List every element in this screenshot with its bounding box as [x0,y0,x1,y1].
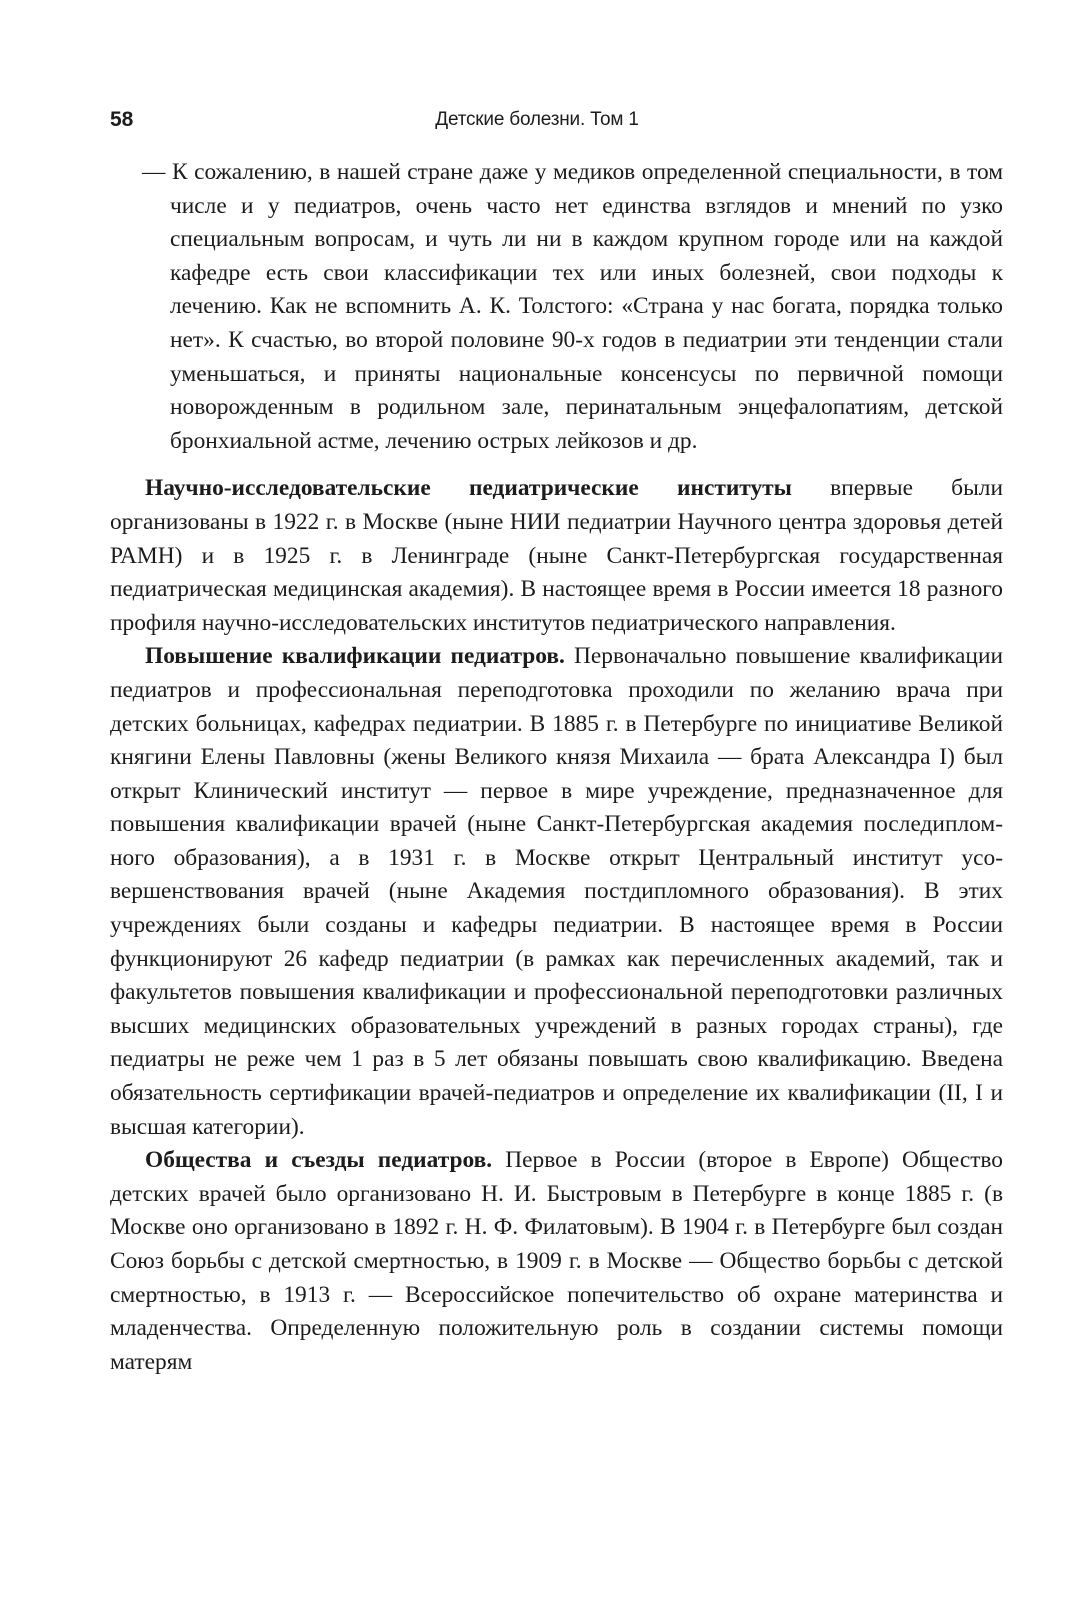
paragraph-text: Первоначально повышение квалификации педиатров и профессиональная переподготовка проходили по желанию врача при детских больницах, кафедрах педиатрии. В 1885 г. в Петербурге по инициативе Великой княгини Елены Павловны (жены Великого князя Михаила — брата Александра I) был открыт Клинический институт — первое в мире учреждение, предназначенное для повышения квалификации врачей (ныне Санкт-Петербургская академия последипломного образования), а в 1931 г. в Москве открыт Центральный институт усовершенствования врачей (ныне Академия постдипломного образования). В этих учреждениях были созданы и кафедры педиатрии. В настоящее время в России функционируют 26 кафедр педиатрии (в рамках как перечисленных академий, так и факультетов повышения квалификации и профессиональной переподготовки различных высших медицинских образовательных учреждений в разных городах страны), где педиатры не реже чем 1 раз в 5 лет обязаны повышать свою квалификацию. Введена обязательность сертификации врачей-педиатров и определение их квалификации (II, I и высшая категории). [110,643,1003,1140]
paragraph-research-institutes [110,472,1003,640]
running-title: Детские болезни. Том 1 [435,109,639,130]
paragraph-societies [110,1144,1003,1379]
page-number: 58 [110,108,134,131]
paragraph-heading: Повышение квалификации педиатров. [145,643,565,670]
paragraph-text: впервые были организованы в 1922 г. в Москве (ныне НИИ педиатрии Научного центра здоровья детей РАМН) и в 1925 г. в Ленинграде (ныне Санкт-Петербургская государственная педиатрическая медицинская академия). В настоящее время в России имеется 18 разного профиля научно-исследовательских институтов педиатрического направления. [110,475,1003,636]
paragraph-qualification [110,640,1003,1144]
paragraph-heading: Научно-исследовательские педиатрические институты [145,475,792,502]
paragraph-heading: Общества и съезды педиатров. [145,1147,493,1174]
page-body [110,156,1003,1379]
paragraph-text: Первое в России (второе в Европе) Общество детских врачей было организовано Н. И. Быстровым в Петербурге в конце 1885 г. (в Москве оно организовано в 1892 г. Н. Ф. Филатовым). В 1904 г. в Петербурге был создан Союз борьбы с детской смертностью, в 1909 г. в Москве — Общество борьбы с детской смертностью, в 1913 г. — Всероссийское попечительство об охране материнства и младенчества. Определенную положительную роль в создании системы помощи матерям [110,1147,1003,1375]
quote-paragraph: — К сожалению, в нашей стране даже у медиков определенной специальности, в том числе и у педиатров, очень часто нет единства взглядов и мнений по узко специальным вопросам, и чуть ли ни в каждом крупном городе или на каждой кафедре есть свои классификации тех или иных болезней, свои подходы к лечению. Как не вспомнить А. К. Толстого: «Страна у нас богата, порядка только нет». К счастью, во второй половине 90-х годов в педиатрии эти тенденции стали уменьшаться, и приняты национальные консенсусы по первичной помощи новорожденным в родильном зале, перинатальным энцефалопатиям, детской бронхиальной астме, лечению острых лейкозов и др. [142,159,1003,454]
